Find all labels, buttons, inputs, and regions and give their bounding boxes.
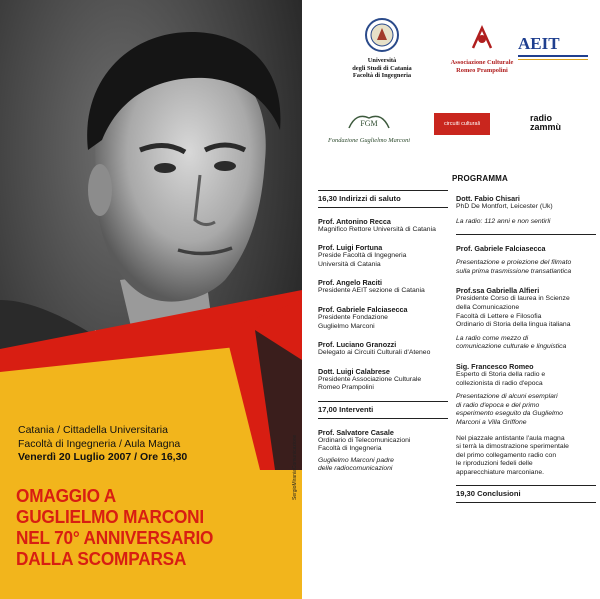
speaker-casale: Prof. Salvatore Casale Ordinario di Telecomunicazioni Facoltà di Ingegneria Guglielmo Marconi padre delle radiocomunicazioni <box>318 427 411 473</box>
aeit-logo <box>518 34 590 60</box>
event-details <box>18 424 187 465</box>
section-talks: 17,00 Interventi <box>318 401 448 419</box>
section-greetings: 16,30 Indirizzi di saluto <box>318 190 448 208</box>
prampolini-caption: Associazione Culturale Romeo Prampolini <box>450 59 514 74</box>
program-title: PROGRAMMA <box>452 174 509 183</box>
ear-shape <box>88 164 112 216</box>
program-column-right <box>456 190 596 503</box>
speaker-granozzi: Prof. Luciano Granozzi Delegato ai Circuiti Culturali d'Ateneo <box>318 340 431 357</box>
speaker-fortuna: Prof. Luigi Fortuna Preside Facoltà di Ingegneria Università di Catania <box>318 243 407 268</box>
prampolini-logo <box>442 24 522 74</box>
circuiti-text: circuiti culturali <box>443 121 481 127</box>
aeit-wordmark: AEIT <box>518 34 560 53</box>
prampolini-emblem-icon <box>467 24 497 54</box>
zammu-text: zammù <box>530 122 562 132</box>
title-line-2: GUGLIELMO MARCONI <box>16 506 205 527</box>
title-line-4: DALLA SCOMPARSA <box>16 548 187 569</box>
unict-caption: Università degli Studi di Catania Facoltà di Ingegneria <box>352 57 412 80</box>
unict-seal-icon <box>365 18 399 52</box>
speaker-alfieri: Prof.ssa Gabriella Alfieri Presidente Corso di laurea in Scienze della Comunicazione Facoltà di Lettere e Filosofia Ordinario di Storia della lingua italiana La radio come mezzo di comunicazione culturale e linguistica <box>456 286 571 351</box>
speaker-chisari: Dott. Fabio Chisari PhD De Montfort, Leicester (Uk) La radio: 112 anni e non sentirli <box>456 194 553 225</box>
fondazione-emblem-icon <box>346 110 392 132</box>
designer-credit: SergioMiraniaComunicazione <box>292 434 298 500</box>
speaker-falciasecca: Prof. Gabriele Falciasecca Presidente Fondazione Guglielmo Marconi <box>318 304 408 330</box>
unict-logo <box>332 18 432 80</box>
svg-text:FGM: FGM <box>360 119 378 128</box>
program-column-left <box>318 190 448 474</box>
eye-left <box>154 163 176 173</box>
event-location: Catania / Cittadella Universitaria <box>18 424 168 436</box>
speaker-calabrese: Dott. Luigi Calabrese Presidente Associazione Culturale Romeo Prampolini <box>318 366 422 392</box>
fondazione-caption: Fondazione Guglielmo Marconi <box>327 137 411 144</box>
section-conclusions: 19,30 Conclusioni <box>456 485 596 503</box>
radio-text: radio <box>530 113 553 123</box>
circuiti-logo <box>434 113 490 135</box>
speaker-raciti: Prof. Angelo Raciti Presidente AEIT sezione di Catania <box>318 278 425 295</box>
speaker-falciasecca-2: Prof. Gabriele Falciasecca Presentazione e proiezione del filmato sulla prima trasmissione transatlantica <box>456 244 572 275</box>
radio-zammu-logo <box>530 114 570 132</box>
eye-right <box>214 161 236 171</box>
title-line-3: NEL 70° ANNIVERSARIO <box>16 527 214 548</box>
title-line-1: OMAGGIO A <box>16 485 116 506</box>
program-panel <box>302 0 600 599</box>
speaker-romeo: Sig. Francesco Romeo Esperto di Storia della radio e collezionista di radio d'epoca Presentazione di alcuni esemplari di radio d'epoca e del primo esperimento eseguito da Guglielmo Marconi a Villa Griffone <box>456 361 563 426</box>
poster-title <box>16 485 278 569</box>
event-datetime: Venerdì 20 Luglio 2007 / Ore 16,30 <box>18 451 188 463</box>
demo-announcement: Nel piazzale antistante l'aula magna si terrà la dimostrazione sperimentale del primo collegamento radio con le riproduzioni fedeli delle apparecchiature marconiane. <box>456 434 569 476</box>
speaker-recca: Prof. Antonino Recca Magnifico Rettore Università di Catania <box>318 216 436 233</box>
event-venue: Facoltà di Ingegneria / Aula Magna <box>18 437 181 450</box>
fondazione-logo <box>324 110 414 145</box>
